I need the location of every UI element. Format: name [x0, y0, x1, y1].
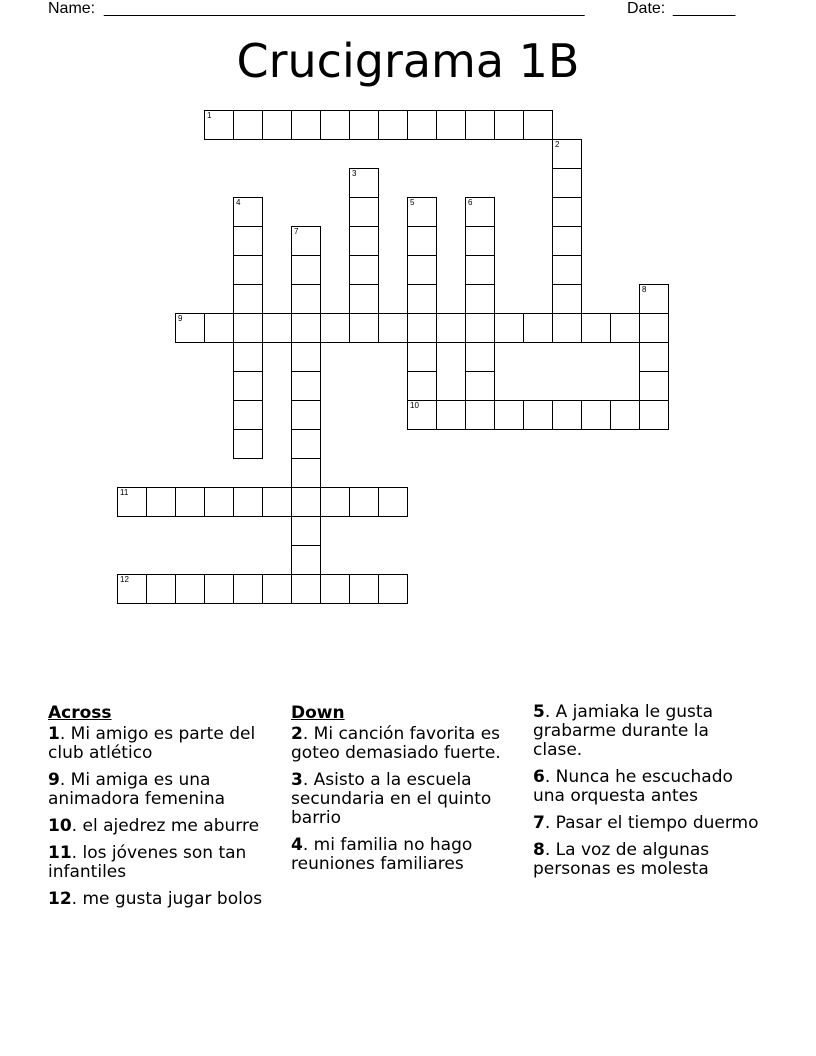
clue-item [48, 890, 278, 909]
grid-cell[interactable] [291, 487, 321, 517]
grid-cell[interactable] [465, 284, 495, 314]
grid-cell[interactable] [552, 168, 582, 198]
clue-dot: . [544, 840, 551, 860]
grid-cell[interactable] [204, 110, 234, 140]
grid-cell[interactable] [407, 371, 437, 401]
grid-cell[interactable] [349, 313, 379, 343]
clue-number: 3 [291, 770, 303, 790]
clue-item [291, 771, 521, 828]
grid-cell[interactable] [175, 313, 205, 343]
grid-cell[interactable] [233, 400, 263, 430]
clue-dot: . [71, 816, 78, 836]
grid-cell[interactable] [552, 400, 582, 430]
grid-cell[interactable] [639, 313, 669, 343]
clue-item [291, 725, 521, 763]
grid-cell[interactable] [436, 313, 466, 343]
grid-cell[interactable] [204, 487, 234, 517]
grid-cell[interactable] [639, 284, 669, 314]
down-heading: Down [291, 703, 345, 723]
clue-item [533, 768, 763, 806]
cell-number: 5 [410, 198, 415, 207]
clue-text: La voz de algunas personas es molesta [533, 840, 710, 879]
clue-text: Mi canción favorita es goteo demasiado fuerte. [291, 724, 501, 763]
clue-text: Asisto a la escuela secundaria en el quinto barrio [291, 770, 492, 828]
grid-cell[interactable] [233, 197, 263, 227]
grid-cell[interactable] [378, 110, 408, 140]
grid-cell[interactable] [262, 110, 292, 140]
clue-text: Pasar el tiempo duermo [550, 813, 759, 833]
grid-cell[interactable] [262, 313, 292, 343]
grid-cell[interactable] [204, 574, 234, 604]
grid-cell[interactable] [494, 400, 524, 430]
grid-cell[interactable] [349, 284, 379, 314]
clue-item [533, 814, 763, 833]
grid-cell[interactable] [639, 342, 669, 372]
across-clues [48, 703, 278, 917]
grid-cell[interactable] [291, 284, 321, 314]
grid-cell[interactable] [349, 168, 379, 198]
grid-cell[interactable] [523, 400, 553, 430]
clue-number: 12 [48, 889, 72, 909]
grid-cell[interactable] [349, 255, 379, 285]
grid-cell[interactable] [552, 139, 582, 169]
clue-item [48, 844, 278, 882]
clue-text: me gusta jugar bolos [77, 889, 263, 909]
cell-number: 12 [120, 575, 129, 584]
grid-cell[interactable] [320, 110, 350, 140]
clue-number: 1 [48, 724, 60, 744]
grid-cell[interactable] [349, 110, 379, 140]
grid-cell[interactable] [494, 110, 524, 140]
date-label: Date: [627, 0, 666, 17]
grid-cell[interactable] [465, 197, 495, 227]
clue-dot: . [59, 770, 66, 790]
grid-cell[interactable] [291, 574, 321, 604]
grid-cell[interactable] [146, 487, 176, 517]
grid-cell[interactable] [639, 371, 669, 401]
grid-cell[interactable] [233, 487, 263, 517]
down-list-continued [533, 703, 763, 879]
grid-cell[interactable] [262, 574, 292, 604]
grid-cell[interactable] [233, 313, 263, 343]
grid-cell[interactable] [233, 574, 263, 604]
cell-number: 10 [410, 401, 419, 410]
grid-cell[interactable] [233, 429, 263, 459]
grid-cell[interactable] [349, 487, 379, 517]
clue-dot: . [302, 724, 309, 744]
grid-cell[interactable] [407, 110, 437, 140]
clue-dot: . [71, 889, 78, 909]
cell-number: 9 [178, 314, 183, 323]
clue-dot: . [544, 702, 551, 722]
grid-cell[interactable] [378, 574, 408, 604]
cell-number: 4 [236, 198, 241, 207]
grid-cell[interactable] [610, 400, 640, 430]
cell-number: 6 [468, 198, 473, 207]
clue-dot: . [544, 767, 551, 787]
grid-cell[interactable] [291, 545, 321, 575]
grid-cell[interactable] [291, 255, 321, 285]
cell-number: 2 [555, 140, 560, 149]
grid-cell[interactable] [465, 313, 495, 343]
clue-number: 7 [533, 813, 545, 833]
grid-cell[interactable] [407, 226, 437, 256]
grid-cell[interactable] [262, 487, 292, 517]
cell-number: 3 [352, 169, 357, 178]
clue-item [48, 725, 278, 763]
clue-number: 6 [533, 767, 545, 787]
grid-cell[interactable] [233, 371, 263, 401]
clue-text: el ajedrez me aburre [77, 816, 260, 836]
grid-cell[interactable] [233, 110, 263, 140]
grid-cell[interactable] [378, 487, 408, 517]
grid-cell[interactable] [320, 487, 350, 517]
clue-number: 9 [48, 770, 60, 790]
grid-cell[interactable] [523, 110, 553, 140]
clue-item [533, 841, 763, 879]
grid-cell[interactable] [407, 400, 437, 430]
clue-number: 4 [291, 835, 303, 855]
grid-cell[interactable] [117, 574, 147, 604]
grid-cell[interactable] [291, 400, 321, 430]
clue-dot: . [302, 770, 309, 790]
clue-item [533, 703, 763, 760]
grid-cell[interactable] [175, 574, 205, 604]
page-title: Crucigrama 1B [236, 34, 580, 88]
grid-cell[interactable] [465, 255, 495, 285]
grid-cell[interactable] [146, 574, 176, 604]
grid-cell[interactable] [407, 284, 437, 314]
grid-cell[interactable] [407, 342, 437, 372]
grid-cell[interactable] [349, 197, 379, 227]
clue-dot: . [544, 813, 551, 833]
clue-item [291, 836, 521, 874]
grid-cell[interactable] [552, 255, 582, 285]
grid-cell[interactable] [581, 313, 611, 343]
clue-dot: . [71, 843, 78, 863]
grid-cell[interactable] [523, 313, 553, 343]
grid-cell[interactable] [581, 400, 611, 430]
grid-cell[interactable] [436, 110, 466, 140]
grid-cell[interactable] [117, 487, 147, 517]
clue-item [48, 771, 278, 809]
cell-number: 1 [207, 111, 212, 120]
grid-cell[interactable] [639, 400, 669, 430]
grid-cell[interactable] [552, 226, 582, 256]
grid-cell[interactable] [407, 197, 437, 227]
grid-cell[interactable] [291, 429, 321, 459]
grid-cell[interactable] [436, 400, 466, 430]
grid-cell[interactable] [291, 458, 321, 488]
grid-cell[interactable] [320, 313, 350, 343]
grid-cell[interactable] [407, 255, 437, 285]
grid-cell[interactable] [175, 487, 205, 517]
grid-cell[interactable] [378, 313, 408, 343]
clue-number: 8 [533, 840, 545, 860]
down-clues [291, 703, 521, 882]
grid-cell[interactable] [407, 313, 437, 343]
clue-dot: . [302, 835, 309, 855]
cell-number: 8 [642, 285, 647, 294]
grid-cell[interactable] [320, 574, 350, 604]
clue-text: Nunca he escuchado una orquesta antes [533, 767, 733, 806]
grid-cell[interactable] [349, 574, 379, 604]
grid-cell[interactable] [465, 342, 495, 372]
clue-item [48, 817, 278, 836]
grid-cell[interactable] [291, 313, 321, 343]
grid-cell[interactable] [465, 110, 495, 140]
grid-cell[interactable] [291, 342, 321, 372]
grid-cell[interactable] [291, 516, 321, 546]
clue-number: 10 [48, 816, 72, 836]
clue-dot: . [59, 724, 66, 744]
grid-cell[interactable] [291, 226, 321, 256]
clue-text: los jóvenes son tan infantiles [48, 843, 247, 882]
grid-cell[interactable] [552, 197, 582, 227]
grid-cell[interactable] [233, 284, 263, 314]
grid-cell[interactable] [233, 226, 263, 256]
grid-cell[interactable] [291, 371, 321, 401]
grid-cell[interactable] [204, 313, 234, 343]
name-label: Name: [48, 0, 96, 17]
date-blank: _______ [673, 0, 736, 17]
grid-cell[interactable] [349, 226, 379, 256]
grid-cell[interactable] [465, 226, 495, 256]
name-blank: ______________________________________________________ [104, 0, 585, 17]
clue-number: 2 [291, 724, 303, 744]
across-heading: Across [48, 703, 112, 723]
grid-cell[interactable] [233, 342, 263, 372]
clue-text: mi familia no hago reuniones familiares [291, 835, 473, 874]
clue-number: 11 [48, 843, 72, 863]
grid-cell[interactable] [552, 313, 582, 343]
clue-number: 5 [533, 702, 545, 722]
grid-cell[interactable] [552, 284, 582, 314]
grid-cell[interactable] [494, 313, 524, 343]
down-list [291, 725, 521, 874]
clue-text: Mi amigo es parte del club atlético [48, 724, 256, 763]
grid-cell[interactable] [291, 110, 321, 140]
cell-number: 11 [120, 488, 129, 497]
down-clues-continued [533, 703, 763, 887]
grid-cell[interactable] [465, 400, 495, 430]
grid-cell[interactable] [610, 313, 640, 343]
grid-cell[interactable] [465, 371, 495, 401]
cell-number: 7 [294, 227, 299, 236]
clue-text: Mi amiga es una animadora femenina [48, 770, 226, 809]
across-list [48, 725, 278, 909]
clue-text: A jamiaka le gusta grabarme durante la clase. [533, 702, 713, 760]
grid-cell[interactable] [233, 255, 263, 285]
